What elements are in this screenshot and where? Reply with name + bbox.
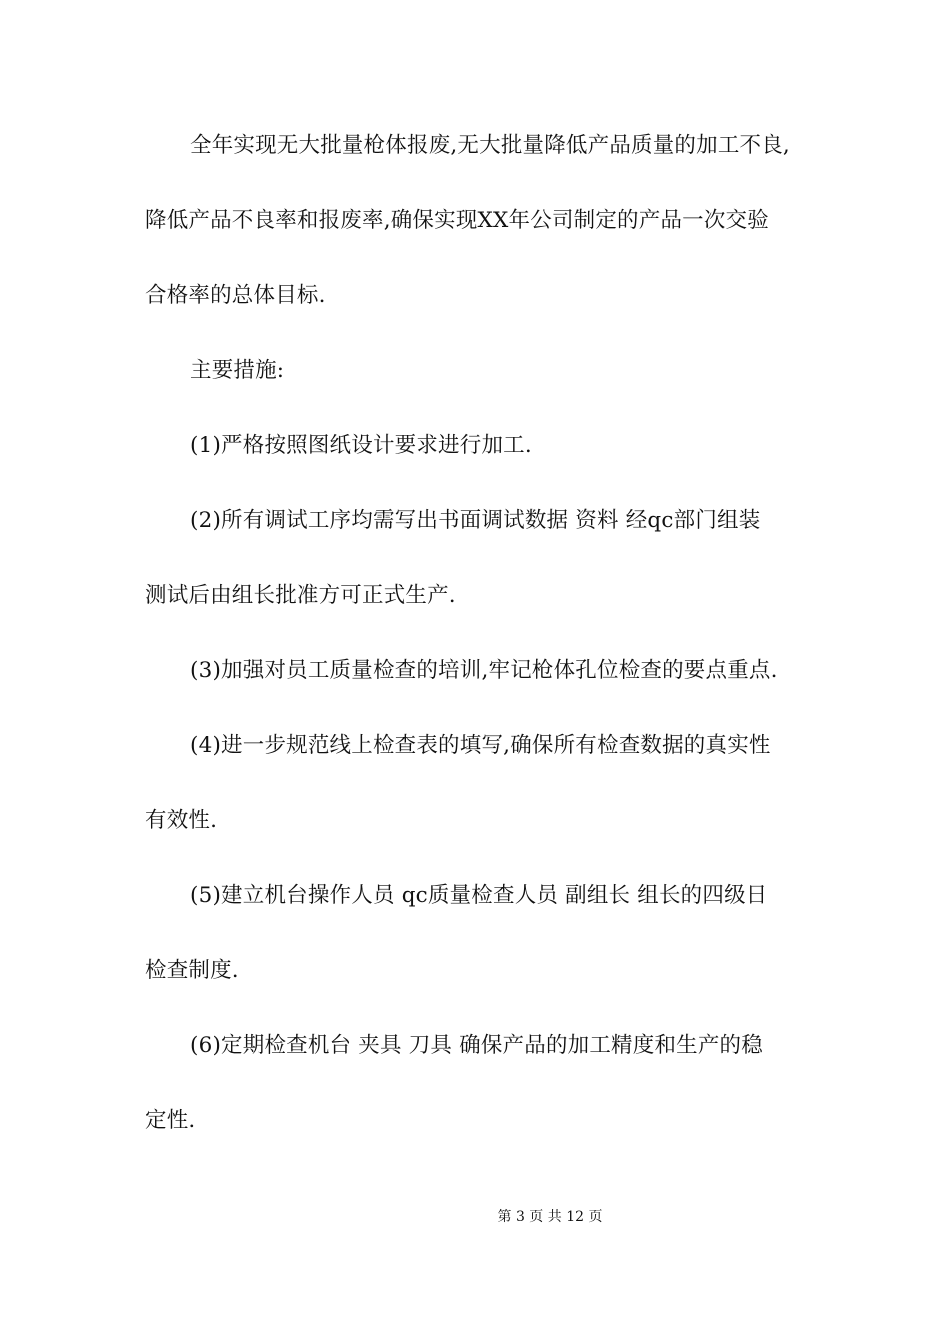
list-item-continuation: 有效性. [145, 808, 218, 833]
paragraph-line: 降低产品不良率和报废率,确保实现XX年公司制定的产品一次交验 [145, 208, 769, 233]
paragraph-line: 合格率的总体目标. [145, 283, 326, 308]
paragraph-line: 全年实现无大批量枪体报废,无大批量降低产品质量的加工不良, [190, 133, 790, 158]
list-item-continuation: 检查制度. [145, 958, 239, 983]
list-item-continuation: 定性. [145, 1108, 196, 1133]
list-item-continuation: 测试后由组长批准方可正式生产. [145, 583, 456, 608]
list-item: (6)定期检查机台 夹具 刀具 确保产品的加工精度和生产的稳 [190, 1033, 763, 1058]
list-item: (2)所有调试工序均需写出书面调试数据 资料 经qc部门组装 [190, 508, 761, 533]
list-item: (1)严格按照图纸设计要求进行加工. [190, 433, 532, 458]
page-number-footer: 第 3 页 共 12 页 [497, 1209, 603, 1225]
list-item: (3)加强对员工质量检查的培训,牢记枪体孔位检查的要点重点. [190, 658, 778, 683]
list-item: (4)进一步规范线上检查表的填写,确保所有检查数据的真实性 [190, 733, 771, 758]
list-item: (5)建立机台操作人员 qc质量检查人员 副组长 组长的四级日 [190, 883, 768, 908]
section-heading: 主要措施: [190, 358, 285, 383]
body-text [145, 134, 815, 1184]
